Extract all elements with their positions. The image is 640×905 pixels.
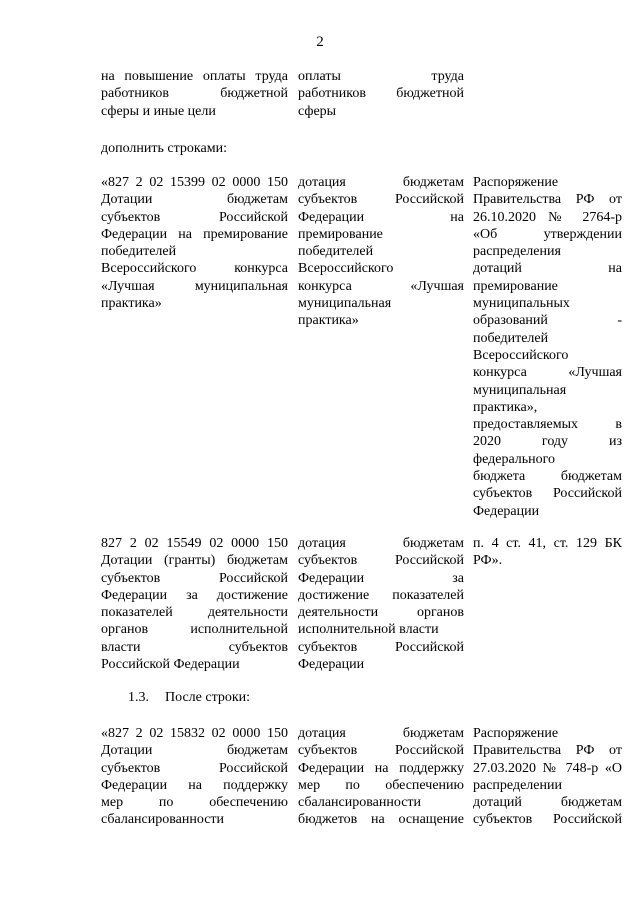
entry1-code-column — [101, 174, 288, 312]
text-line: победителей — [101, 244, 177, 260]
text-line: образований - — [473, 313, 622, 329]
text-line: 827 2 02 15549 02 0000 150 — [101, 536, 288, 551]
text-line: Дотации (гранты) бюджетам — [101, 553, 288, 569]
text-line: 26.10.2020 № 2764-р — [473, 209, 622, 225]
text-line: федерального — [473, 451, 556, 467]
text-line: субъектов Российской — [473, 812, 622, 828]
text-line: муниципальная — [473, 382, 567, 398]
text-line: субъектов Российской — [298, 743, 464, 759]
text-line: распределении — [473, 777, 562, 793]
text-line: сферы и иные цели — [101, 103, 216, 119]
text-line: Распоряжение — [473, 175, 559, 190]
text-line: сбалансированности — [101, 812, 225, 828]
text-line: «827 2 02 15832 02 0000 150 — [101, 726, 288, 741]
text-line: Федерации за — [298, 570, 464, 586]
text-line: РФ». — [473, 553, 503, 569]
text-line: практика» — [298, 313, 359, 329]
text-line: сбалансированности — [298, 795, 422, 811]
text-line: Федерации — [298, 657, 365, 673]
text-line: субъектов Российской — [101, 760, 288, 776]
text-line: «Об утверждении — [473, 226, 622, 242]
text-line: бюджетов на оснащение — [298, 812, 464, 828]
entry2-reference-column — [473, 535, 622, 570]
text-line: Федерации за достижение — [101, 587, 288, 603]
text-line: конкурса «Лучшая — [298, 278, 464, 294]
text-line: субъектов Российской — [473, 486, 622, 502]
add-lines-text: дополнить строками: — [101, 141, 227, 156]
text-line: дотаций на — [473, 261, 622, 277]
section-number: 1.3. — [128, 690, 149, 705]
text-line: премирование — [298, 226, 383, 242]
text-line: практика» — [101, 296, 162, 312]
top-block-col1 — [101, 68, 288, 120]
text-line: Федерации на премирование — [101, 226, 288, 242]
section-heading-text: После строки: — [165, 690, 251, 705]
text-line: показателей деятельности — [101, 605, 288, 621]
text-line: победителей — [298, 244, 374, 260]
text-line: власти субъектов — [101, 639, 288, 655]
text-line: Дотации бюджетам — [101, 192, 288, 208]
text-line: Всероссийского — [298, 261, 394, 277]
text-line: субъектов Российской — [298, 639, 464, 655]
text-line: работников бюджетной — [298, 86, 464, 102]
entry3-reference-column — [473, 725, 622, 829]
entry2-description-column — [298, 535, 464, 673]
text-line: 2020 году из — [473, 434, 622, 450]
text-line: органов исполнительной — [101, 622, 288, 638]
text-line: Всероссийского конкурса — [101, 261, 288, 277]
text-line: муниципальных — [473, 296, 570, 312]
text-line: 27.03.2020 № 748-р «О — [473, 760, 622, 776]
text-line: бюджета бюджетам — [473, 469, 622, 485]
text-line: Правительства РФ от — [473, 192, 622, 208]
text-line: Дотации бюджетам — [101, 743, 288, 759]
text-line: Российской Федерации — [101, 657, 240, 673]
text-line: Распоряжение — [473, 726, 559, 741]
text-line: Правительства РФ от — [473, 743, 622, 759]
text-line: Всероссийского — [473, 347, 569, 363]
text-line: «Лучшая муниципальная — [101, 278, 288, 294]
text-line: Федерации на поддержку — [298, 760, 464, 776]
text-line: Федерации — [473, 503, 540, 519]
text-line: субъектов Российской — [101, 570, 288, 586]
text-line: Федерации на — [298, 209, 464, 225]
text-line: субъектов Российской — [298, 553, 464, 569]
page-number: 2 — [316, 34, 324, 50]
text-line: распределения — [473, 244, 561, 260]
text-line: дотаций бюджетам — [473, 795, 622, 811]
entry1-description-column — [298, 174, 464, 330]
text-line: субъектов Российской — [298, 192, 464, 208]
text-line: победителей — [473, 330, 549, 346]
text-line: на повышение оплаты труда — [101, 69, 288, 84]
text-line: оплаты труда — [298, 69, 464, 84]
top-block-col2 — [298, 68, 464, 120]
text-line: п. 4 ст. 41, ст. 129 БК — [473, 536, 622, 551]
text-line: достижение показателей — [298, 587, 464, 603]
text-line: деятельности органов — [298, 605, 464, 621]
text-line: дотация бюджетам — [298, 536, 464, 551]
text-line: исполнительной власти — [298, 622, 439, 638]
entry3-code-column — [101, 725, 288, 829]
text-line: Федерации на поддержку — [101, 777, 288, 793]
text-line: сферы — [298, 103, 337, 119]
text-line: премирование — [473, 278, 558, 294]
text-line: практика», — [473, 399, 538, 415]
entry3-description-column — [298, 725, 464, 829]
text-line: мер по обеспечению — [298, 777, 464, 793]
text-line: конкурса «Лучшая — [473, 365, 622, 381]
entry2-code-column — [101, 535, 288, 673]
text-line: дотация бюджетам — [298, 175, 464, 190]
text-line: «827 2 02 15399 02 0000 150 — [101, 175, 288, 190]
text-line: субъектов Российской — [101, 209, 288, 225]
text-line: работников бюджетной — [101, 86, 288, 102]
text-line: дотация бюджетам — [298, 726, 464, 741]
text-line: предоставляемых в — [473, 417, 622, 433]
text-line: муниципальная — [298, 296, 392, 312]
entry1-reference-column — [473, 174, 622, 520]
text-line: мер по обеспечению — [101, 795, 288, 811]
